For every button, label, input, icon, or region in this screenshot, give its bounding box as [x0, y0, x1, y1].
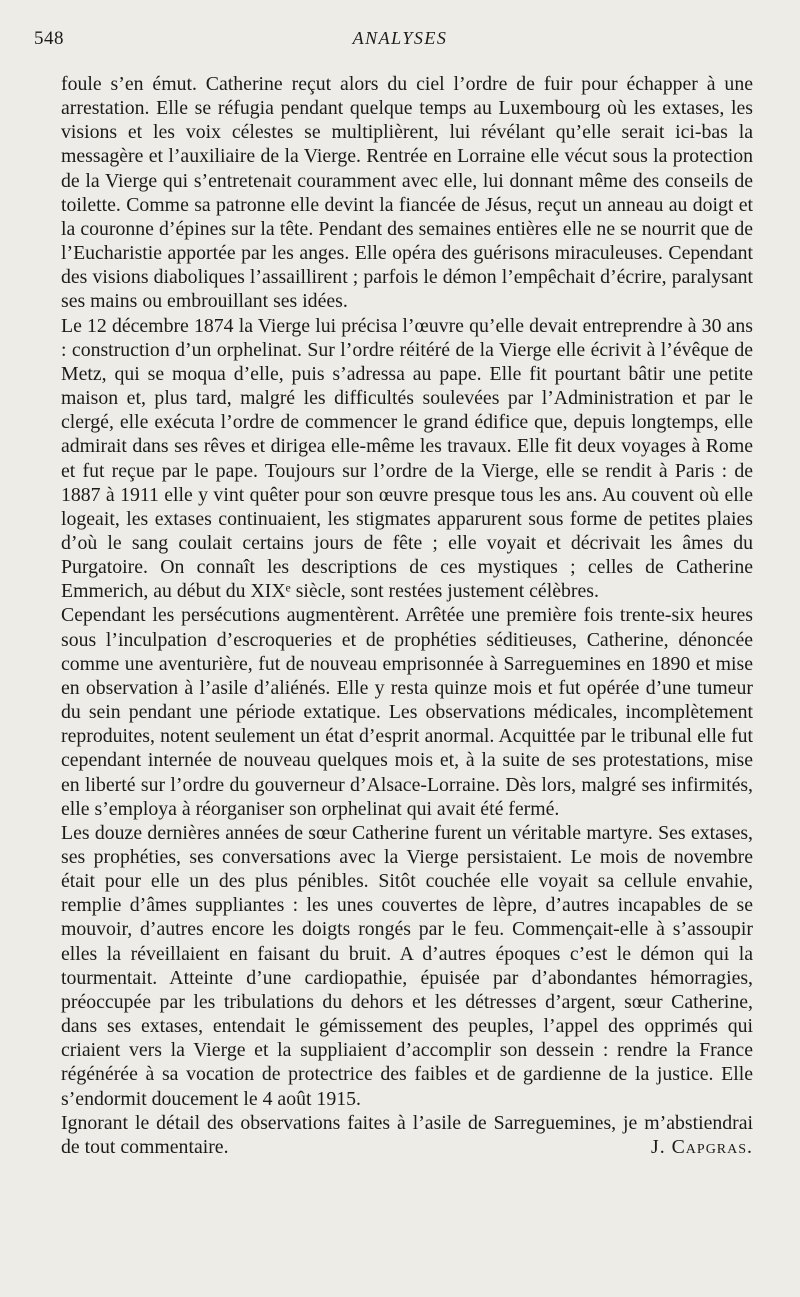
paragraph-final — [61, 1111, 753, 1159]
page-number: 548 — [34, 28, 64, 49]
paragraph-1: foule s’en émut. Catherine reçut alors du ciel l’ordre de fuir pour échapper à une arrestation. Elle se réfugia pendant quelque temps au Luxembourg où les extases, les visions et les voix célestes se multiplièrent, lui révélant qu’elle serait ici-bas la messagère et l’auxiliaire de la Vierge. Rentrée en Lorraine elle vécut sous la protection de la Vierge qui s’entretenait couramment avec elle, lui donnant même des conseils de toilette. Comme sa patronne elle devint la fiancée de Jésus, reçut un anneau au doigt et la couronne d’épines sur la tête. Pendant des semaines entières elle ne se nourrit que de l’Eucharistie apportée par les anges. Elle opéra des guérisons miraculeuses. Cependant des visions diaboliques l’assaillirent ; parfois le démon l’empêchait d’écrire, paralysant ses mains ou embrouillant ses idées. — [61, 73, 753, 313]
paragraph-4: Les douze dernières années de sœur Catherine furent un véritable martyre. Ses extases, ses prophéties, ses conversations avec la Vierge persistaient. Le mois de novembre était pour elle un des plus pénibles. Sitôt couchée elle voyait sa cellule envahie, remplie d’âmes suppliantes : les unes couvertes de lèpre, d’autres incapables de se mouvoir, d’autres encore les doigts rongés par le feu. Commençait-elle à s’assoupir elles la réveillaient en faisant du bruit. A d’autres époques c’est le démon qui la tourmentait. Atteinte d’une cardiopathie, épuisée par d’abondantes hémorragies, préoccupée par les tribulations du dehors et les détresses d’argent, sœur Catherine, dans ses extases, entendait le gémissement des peuples, l’appel des opprimés qui criaient vers la Vierge et la suppliaient d’accomplir son dessein : rendre la France régénérée à sa vocation de protectrice des faibles et de gardienne de la justice. Elle s’endormit doucement le 4 août 1915. — [61, 821, 753, 1110]
author-signature: J. Capgras. — [651, 1135, 753, 1158]
final-paragraph-text: Ignorant le détail des observations faites à l’asile de Sarreguemines, je m’abstiendrai de tout commentaire. — [61, 1111, 753, 1158]
article-body — [61, 72, 753, 1159]
paragraph-2: Le 12 décembre 1874 la Vierge lui précisa l’œuvre qu’elle devait entreprendre à 30 ans : construction d’un orphelinat. Sur l’ordre réitéré de la Vierge elle écrivit à l’évêque de Metz, qui se moqua d’elle, puis s’adressa au pape. Elle fit pourtant bâtir une petite maison et, plus tard, malgré les difficultés soulevées par l’Administration et par le clergé, elle exécuta l’ordre de commencer le grand édifice que, depuis longtemps, elle admirait dans ses rêves et dirigea elle-même les travaux. Elle fit deux voyages à Rome et fut reçue par le pape. Toujours sur l’ordre de la Vierge, elle se rendit à Paris : de 1887 à 1911 elle y vint quêter pour son œuvre presque tous les ans. Au couvent où elle logeait, les extases continuaient, les stigmates apparurent sous forme de petites plaies d’où le sang coulait certains jours de fête ; elle voyait et décrivait les âmes du Purgatoire. On connaît les descriptions de ces mystiques ; celles de Catherine Emmerich, au début du XIXᵉ siècle, sont restées justement célèbres. — [61, 314, 753, 603]
page-header — [34, 28, 766, 54]
paragraph-3: Cependant les persécutions augmentèrent. Arrêtée une première fois trente-six heures sous l’inculpation d’escroqueries et de prophéties séditieuses, Catherine, dénoncée comme une aventurière, fut de nouveau emprisonnée à Sarreguemines en 1890 et mise en observation à l’asile d’aliénés. Elle y resta quinze mois et fut opérée d’une tumeur du sein pendant une période extatique. Les observations médicales, incomplètement reproduites, notent seulement un état d’esprit anormal. Acquittée par le tribunal elle fut cependant internée de nouveau quelques mois et, à la suite de ses protestations, mise en liberté sur l’ordre du gouverneur d’Alsace-Lorraine. Dès lors, malgré ses infirmités, elle s’employa à réorganiser son orphelinat qui avait été fermé. — [61, 604, 753, 820]
running-head: ANALYSES — [352, 28, 448, 48]
